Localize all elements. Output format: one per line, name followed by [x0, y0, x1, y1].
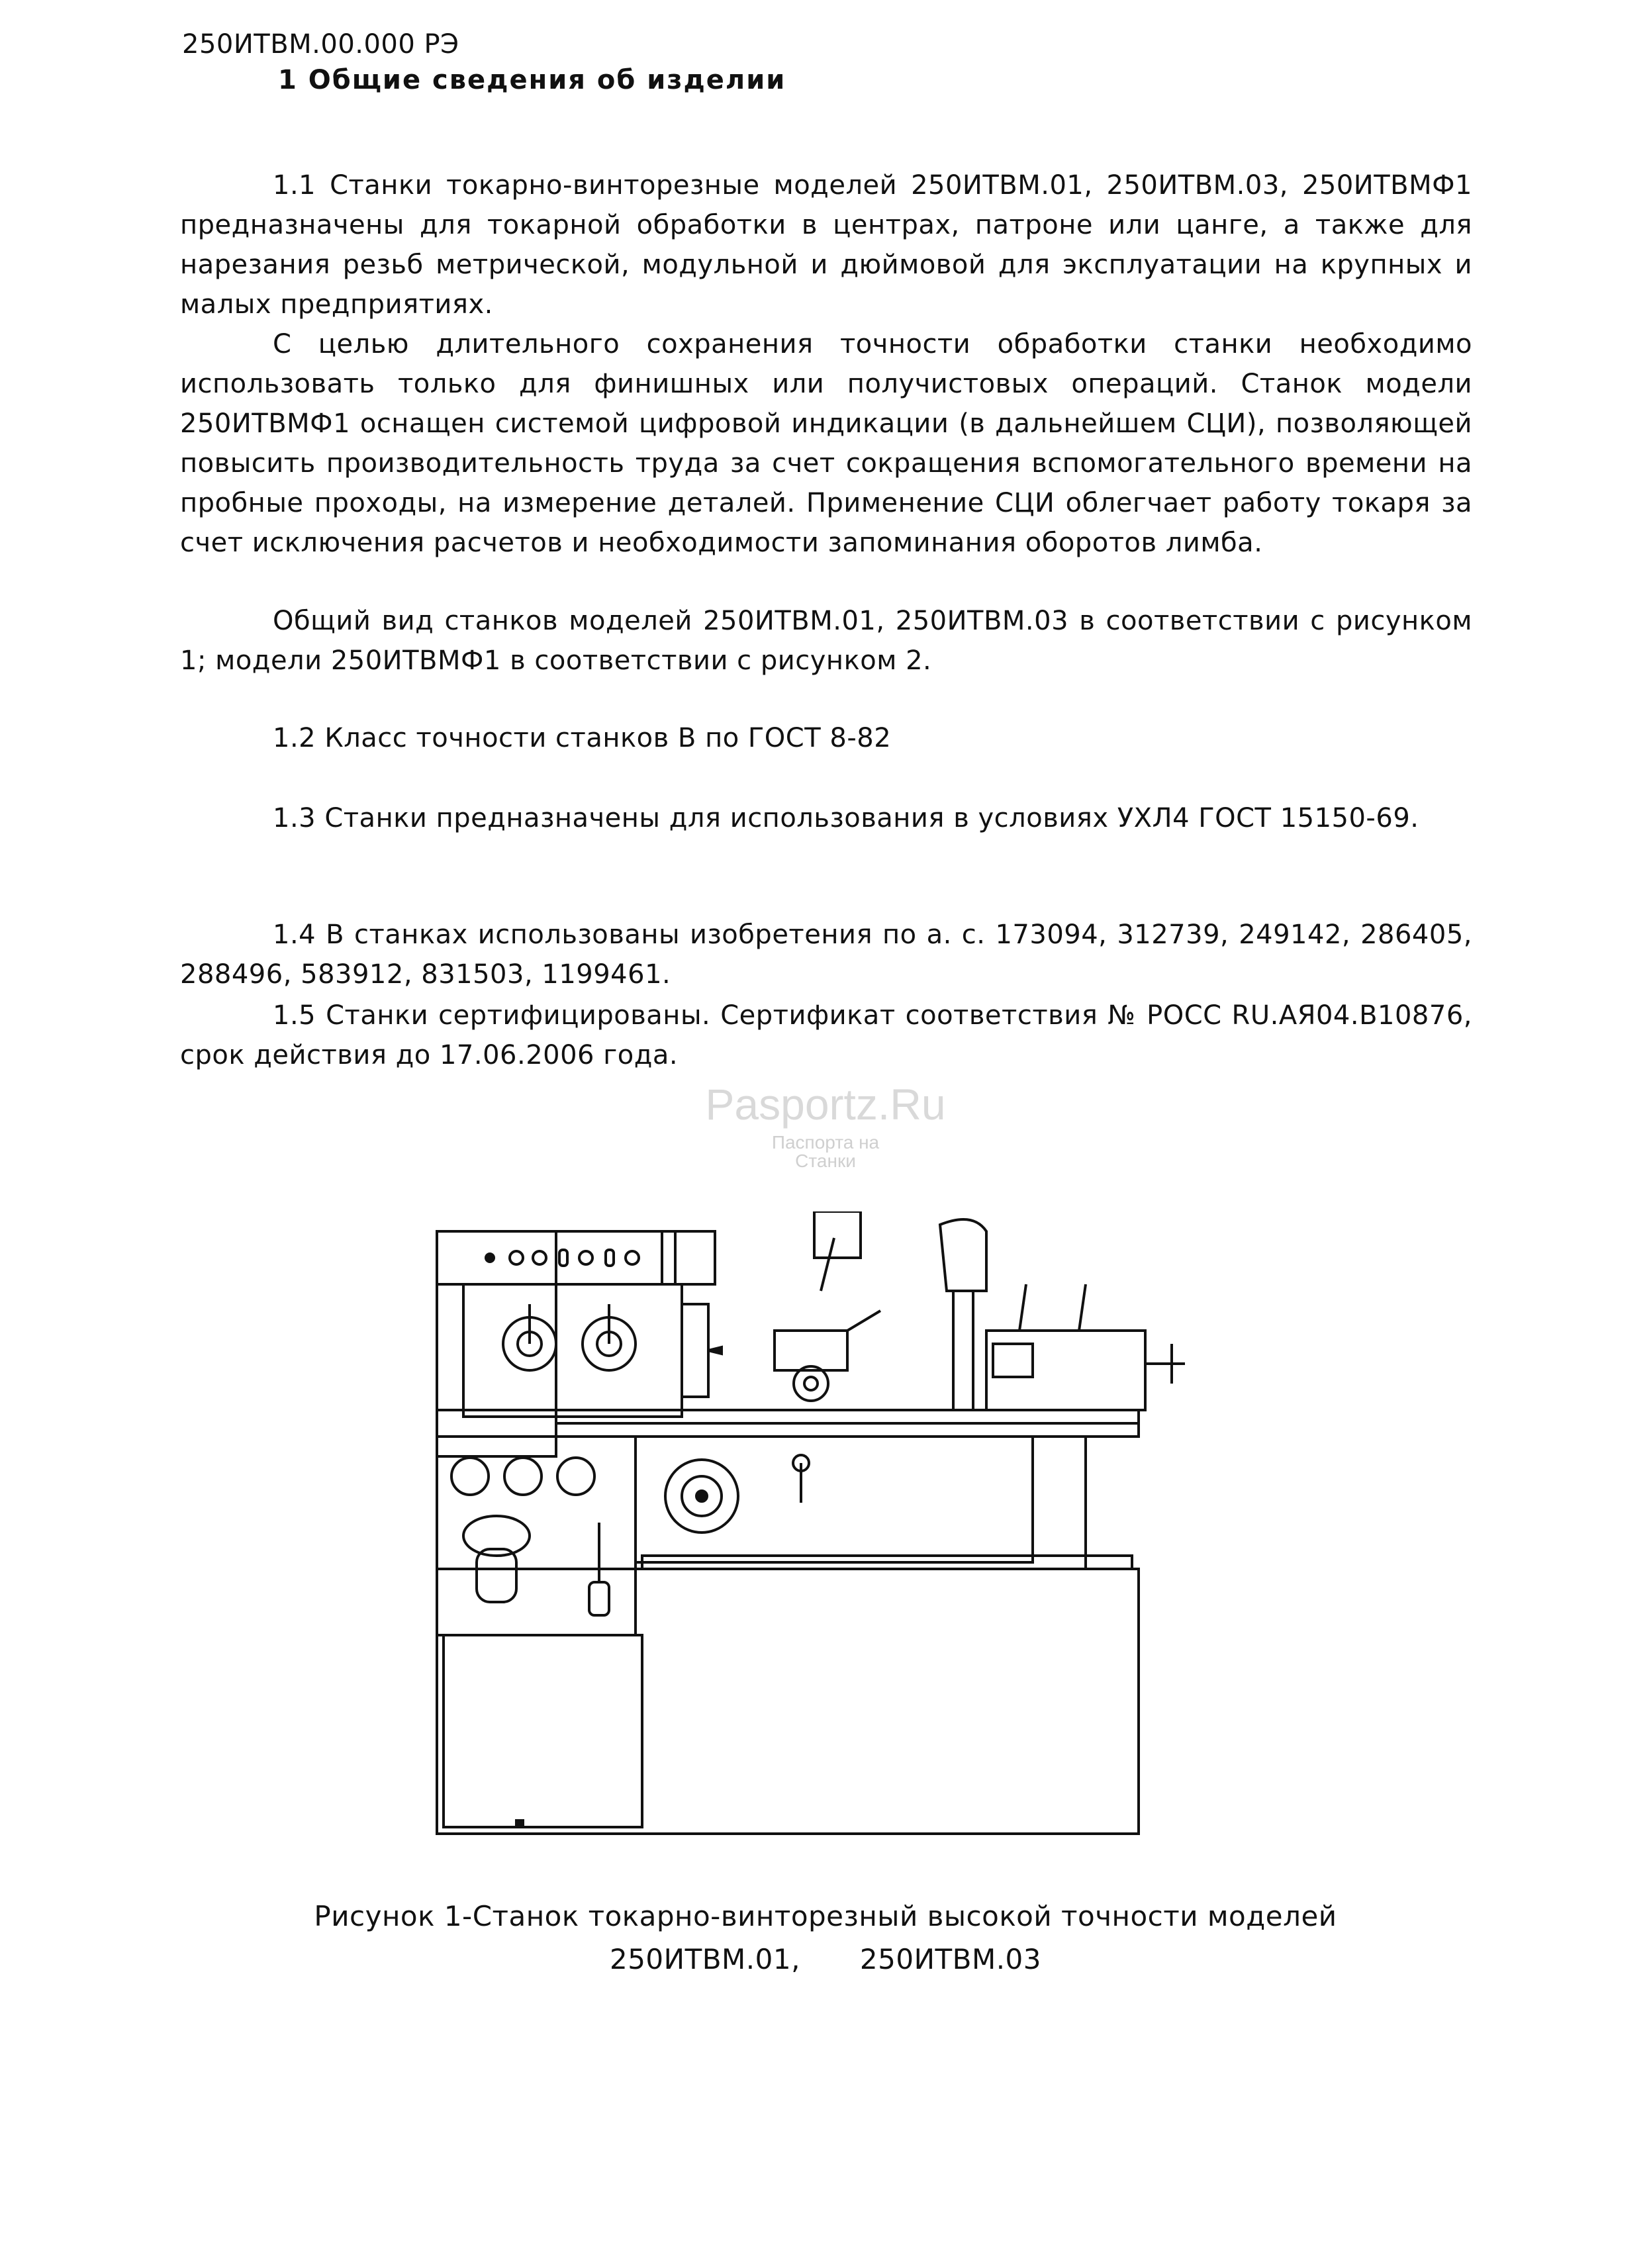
center-point	[708, 1347, 722, 1354]
tool-post-lever	[847, 1311, 880, 1331]
apron	[636, 1437, 1033, 1562]
watermark-line-2: Станки	[795, 1151, 856, 1171]
panel-indicator-1	[486, 1254, 494, 1262]
paragraph-1-1: 1.1 Станки токарно-винторезные моделей 250ИТВМ.01, 250ИТВМ.03, 250ИТВМФ1 предназначены для токарной обработки в центрах, патроне или цанге, а также для нарезания резьб метрической, модульной и дюймовой для эксплуатации на крупных и малых предприятиях.	[180, 170, 1472, 320]
tailstock-quill	[993, 1344, 1033, 1377]
caption-model-a: 250ИТВМ.01,	[609, 1943, 800, 1975]
cabinet-door	[444, 1635, 642, 1827]
paragraph-1-5: 1.5 Станки сертифицированы. Сертификат соответствия № РОСС RU.АЯ04.В10876, срок действия до 17.06.2006 года.	[180, 1000, 1472, 1070]
spindle-chuck	[682, 1304, 708, 1397]
document-code: 250ИТВМ.00.000 РЭ	[182, 29, 459, 60]
panel-indicator-3	[533, 1251, 546, 1264]
feed-dial-2	[504, 1458, 542, 1495]
figure-caption: Рисунок 1-Станок токарно-винторезный высокой точности моделей	[314, 1900, 1337, 1932]
section-title: 1 Общие сведения об изделии	[278, 65, 786, 95]
paragraph-purpose: С целью длительного сохранения точности обработки станки необходимо использовать только для финишных или получистовых операций. Станок модели 250ИТВМФ1 оснащен системой цифровой индикации (в дальнейшем СЦИ), позволяющей повысить производительность труда за счет сокращения вспомогательного времени на пробные проходы, на измерение деталей. Применение СЦИ облегчает работу токаря за счет исключения расчетов и необходимости запоминания оборотов лимба.	[180, 329, 1472, 558]
feed-gearbox	[437, 1437, 636, 1635]
compound-dial-hub	[804, 1377, 818, 1390]
tailstock-lever-1	[1019, 1284, 1026, 1331]
coolant-nozzle	[821, 1238, 834, 1291]
panel-switch-1	[559, 1250, 567, 1266]
panel-indicator-4	[579, 1251, 592, 1264]
watermark-site: Pasportz.Ru	[705, 1080, 946, 1129]
gearbox-lever-handle	[589, 1582, 609, 1615]
panel-indicator-5	[626, 1251, 639, 1264]
base-cabinet	[437, 1569, 1139, 1834]
spindle-housing	[662, 1231, 715, 1284]
carriage-handwheel-hub	[696, 1491, 707, 1501]
gearbox-cover	[463, 1284, 682, 1417]
coolant-tank	[814, 1211, 861, 1258]
feed-dial-3	[557, 1458, 594, 1495]
tailstock-lever-2	[1079, 1284, 1086, 1331]
caption-model-b: 250ИТВМ.03	[859, 1943, 1042, 1975]
chip-guard	[940, 1219, 986, 1291]
paragraph-1-4: 1.4 В станках использованы изобретения по а. с. 173094, 312739, 249142, 286405, 288496, 583912, 831503, 1199461.	[180, 920, 1472, 990]
panel-switch-2	[606, 1250, 614, 1266]
paragraph-1-3: 1.3 Станки предназначены для использования в условиях УХЛ4 ГОСТ 15150-69.	[273, 803, 1419, 833]
lathe-drawing	[424, 1211, 1205, 1847]
panel-indicator-2	[510, 1251, 523, 1264]
figure-caption-models	[0, 1943, 1651, 1975]
paragraph-1-2: 1.2 Класс точности станков В по ГОСТ 8-82	[273, 723, 892, 753]
door-latch	[516, 1820, 523, 1827]
tool-post	[775, 1331, 847, 1370]
watermark-subtitle	[0, 1133, 1651, 1170]
paragraph-general-view: Общий вид станков моделей 250ИТВМ.01, 250ИТВМ.03 в соответствии с рисунком 1; модели 250ИТВМФ1 в соответствии с рисунком 2.	[180, 606, 1472, 676]
watermark-line-1: Паспорта на	[771, 1132, 880, 1153]
feed-dial-1	[451, 1458, 489, 1495]
